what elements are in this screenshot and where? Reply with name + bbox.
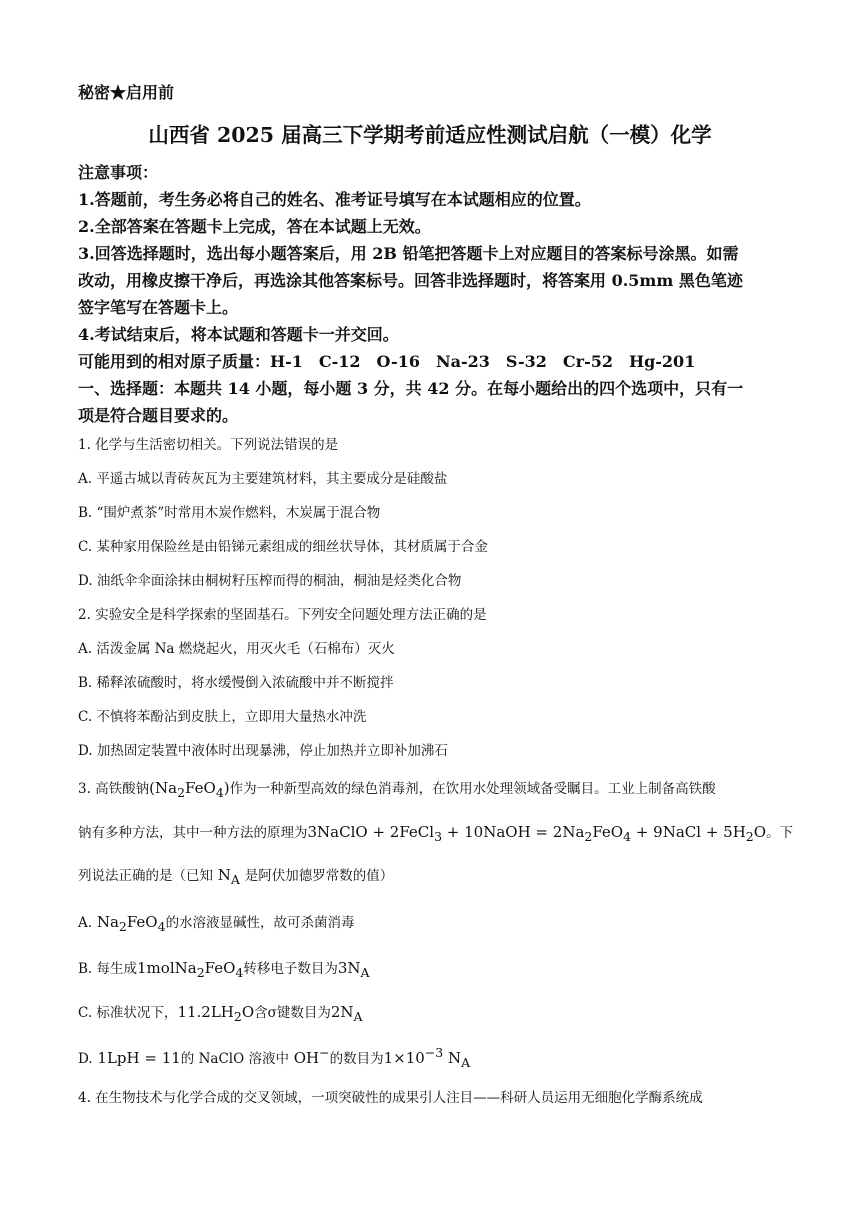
- note-3-line-1: 3.回答选择题时，选出每小题答案后，用 2B 铅笔把答题卡上对应题目的答案标号涂黑。如需: [78, 244, 739, 263]
- q2-option-d: D. 加热固定装置中液体时出现暴沸，停止加热并立即补加沸石: [78, 743, 448, 759]
- q3-b-value: $3N_A$: [337, 959, 370, 980]
- q3-a-text: 的水溶液显碱性，故可杀菌消毒: [165, 915, 355, 931]
- q3-stem-line-1: [78, 777, 716, 800]
- section-heading-line-2: 项是符合题目要求的。: [78, 406, 239, 425]
- section-heading-line-1: 一、选择题：本题共 14 小题，每小题 3 分，共 42 分。在每小题给出的四个选项中，只有一: [78, 379, 744, 398]
- q3-b-label: B. 每生成: [78, 961, 138, 977]
- q3-stem-post: 作为一种新型高效的绿色消毒剂，在饮用水处理领域备受瞩目。工业上制备高铁酸: [229, 781, 716, 797]
- q3-line2-pre: 钠有多种方法，其中一种方法的原理为: [78, 825, 308, 841]
- q3-option-b: [78, 957, 370, 980]
- exam-title: 山西省 2025 届高三下学期考前适应性测试启航（一模）化学: [148, 123, 712, 147]
- q3-reaction-equation: 3NaClO + 2FeCl$_3$ + 10NaOH = $2Na_2FeO_4$ + 9NaCl + $5H_2O$: [307, 823, 767, 844]
- q3-a-formula: $Na_2FeO_4$: [92, 913, 166, 934]
- q3-c-text: 含σ键数目为: [254, 1005, 331, 1021]
- q3-d-formula: 1LpH = 11: [92, 1049, 181, 1067]
- q4-stem: 4. 在生物技术与化学合成的交叉领域，一项突破性的成果引人注目——科研人员运用无细胞化学酶系统成: [78, 1090, 703, 1106]
- q3-d-text-2: 的数目为: [329, 1051, 384, 1067]
- q3-d-ion: OH−: [288, 1045, 330, 1067]
- q3-stem-line-3: [78, 864, 393, 887]
- confidential-label: 秘密★启用前: [78, 83, 175, 102]
- q3-line2-post: 。下: [766, 825, 794, 841]
- q3-na-symbol: $N_A$: [213, 866, 240, 887]
- q3-line3-post: 是阿伏加德罗常数的值）: [244, 868, 394, 884]
- q3-formula-na2feo4: $(Na_2FeO_4)$: [149, 779, 230, 800]
- q3-line3-pre: 列说法正确的是（已知: [78, 868, 213, 884]
- q3-stem-pre: 3. 高铁酸钠: [78, 781, 150, 797]
- q2-option-c: C. 不慎将苯酚沾到皮肤上，立即用大量热水冲洗: [78, 709, 367, 725]
- note-3-line-3: 签字笔写在答题卡上。: [78, 298, 239, 317]
- q3-d-text: 的 NaClO 溶液中: [180, 1051, 289, 1067]
- q3-b-text: 转移电子数目为: [243, 961, 338, 977]
- q3-c-value: $2N_A$: [330, 1003, 363, 1024]
- q3-d-value: $1\times 10^{-3}$ $N_A$: [383, 1045, 471, 1070]
- notes-heading: 注意事项：: [78, 163, 159, 182]
- q1-option-b: B. “围炉煮茶”时常用木炭作燃料，木炭属于混合物: [78, 505, 381, 521]
- q3-d-label: D.: [78, 1051, 93, 1067]
- note-4: 4.考试结束后，将本试题和答题卡一并交回。: [78, 325, 399, 344]
- q1-option-a: A. 平遥古城以青砖灰瓦为主要建筑材料，其主要成分是硅酸盐: [78, 471, 448, 487]
- atomic-masses: 可能用到的相对原子质量：H-1 C-12 O-16 Na-23 S-32 Cr-52 Hg-201: [78, 352, 696, 371]
- q3-option-d: [78, 1045, 470, 1070]
- note-1: 1.答题前，考生务必将自己的姓名、准考证号填写在本试题相应的位置。: [78, 190, 591, 209]
- q1-option-c: C. 某种家用保险丝是由铅锑元素组成的细丝状导体，其材质属于合金: [78, 539, 488, 555]
- q2-option-a: A. 活泼金属 Na 燃烧起火，用灭火毛（石棉布）灭火: [78, 641, 395, 657]
- q3-stem-line-2: [78, 821, 793, 844]
- q3-b-formula: 1molNa$_2$FeO$_4$: [137, 959, 244, 980]
- note-3-line-2: 改动，用橡皮擦干净后，再选涂其他答案标号。回答非选择题时，将答案用 0.5mm 黑色笔迹: [78, 271, 743, 290]
- q1-option-d: D. 油纸伞伞面涂抹由桐树籽压榨而得的桐油，桐油是烃类化合物: [78, 573, 462, 589]
- q3-option-a: [78, 911, 355, 934]
- q1-stem: 1. 化学与生活密切相关。下列说法错误的是: [78, 437, 339, 453]
- q2-stem: 2. 实验安全是科学探索的坚固基石。下列安全问题处理方法正确的是: [78, 607, 487, 623]
- q3-a-label: A.: [78, 915, 93, 931]
- q2-option-b: B. 稀释浓硫酸时，将水缓慢倒入浓硫酸中并不断搅拌: [78, 675, 394, 691]
- note-2: 2.全部答案在答题卡上完成，答在本试题上无效。: [78, 217, 431, 236]
- q3-c-formula: $11.2LH_2O$: [177, 1003, 255, 1024]
- q3-c-label: C. 标准状况下，: [78, 1005, 178, 1021]
- q3-option-c: [78, 1001, 363, 1024]
